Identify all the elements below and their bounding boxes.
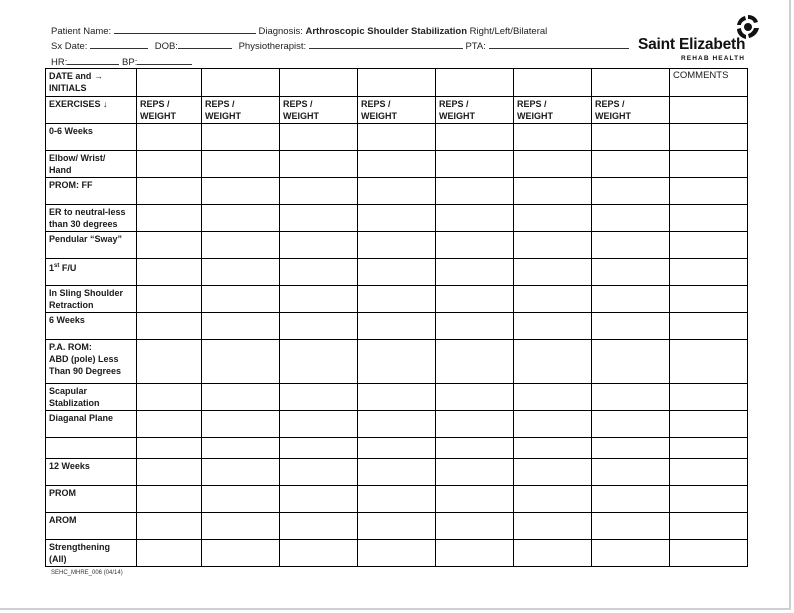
exercise-label-cell <box>46 340 137 384</box>
reps-weight-cell[interactable] <box>202 232 280 259</box>
comments-cell[interactable] <box>670 438 748 459</box>
reps-weight-cell[interactable] <box>202 384 280 411</box>
reps-weight-cell[interactable] <box>592 486 670 513</box>
exercise-row <box>46 384 748 411</box>
exercise-row <box>46 232 748 259</box>
exercise-row <box>46 151 748 178</box>
reps-weight-cell[interactable] <box>514 340 592 384</box>
exercise-row <box>46 340 748 384</box>
reps-weight-cell[interactable] <box>436 151 514 178</box>
reps-weight-cell[interactable] <box>592 411 670 438</box>
weight-label: WEIGHT <box>283 111 319 121</box>
reps-weight-cell[interactable] <box>280 459 358 486</box>
reps-weight-cell[interactable] <box>202 411 280 438</box>
reps-weight-cell[interactable] <box>514 540 592 567</box>
reps-weight-cell[interactable] <box>202 124 280 151</box>
date-cell[interactable] <box>592 69 670 97</box>
comments-cell[interactable] <box>670 124 748 151</box>
reps-weight-cell[interactable] <box>280 286 358 313</box>
reps-weight-cell[interactable] <box>202 438 280 459</box>
reps-weight-cell[interactable] <box>358 411 436 438</box>
reps-weight-header <box>137 97 202 124</box>
reps-weight-cell[interactable] <box>436 313 514 340</box>
reps-weight-cell[interactable] <box>280 411 358 438</box>
physiotherapist-field[interactable] <box>309 39 463 49</box>
reps-weight-cell[interactable] <box>436 438 514 459</box>
exercises-header <box>46 97 137 124</box>
reps-weight-cell[interactable] <box>436 232 514 259</box>
reps-weight-cell[interactable] <box>358 540 436 567</box>
pta-field[interactable] <box>489 39 629 49</box>
exercise-label-line: Retraction <box>49 300 94 310</box>
exercise-row <box>46 513 748 540</box>
exercise-row <box>46 178 748 205</box>
reps-weight-cell[interactable] <box>358 340 436 384</box>
exercise-label-line: PROM: FF <box>49 180 93 190</box>
reps-weight-cell[interactable] <box>280 340 358 384</box>
reps-weight-cell[interactable] <box>358 384 436 411</box>
weight-label: WEIGHT <box>517 111 553 121</box>
patient-name-field[interactable] <box>114 24 256 34</box>
comments-cell[interactable] <box>670 340 748 384</box>
exercises-header-row <box>46 97 748 124</box>
logo-subtitle: REHAB HEALTH <box>681 55 745 62</box>
reps-weight-cell[interactable] <box>514 459 592 486</box>
reps-weight-cell[interactable] <box>202 205 280 232</box>
reps-weight-cell[interactable] <box>436 459 514 486</box>
exercise-row <box>46 124 748 151</box>
weight-label: WEIGHT <box>361 111 397 121</box>
reps-weight-cell[interactable] <box>592 178 670 205</box>
reps-weight-cell[interactable] <box>137 513 202 540</box>
comments-cell[interactable] <box>670 313 748 340</box>
reps-weight-cell[interactable] <box>280 438 358 459</box>
header-line-1 <box>51 24 547 37</box>
exercise-row <box>46 411 748 438</box>
header-line-2 <box>51 39 629 52</box>
reps-weight-cell[interactable] <box>514 486 592 513</box>
exercise-label-line: Strengthening <box>49 542 110 552</box>
reps-weight-cell[interactable] <box>514 384 592 411</box>
reps-weight-cell[interactable] <box>137 259 202 286</box>
reps-weight-cell[interactable] <box>137 232 202 259</box>
reps-weight-header <box>436 97 514 124</box>
reps-weight-cell[interactable] <box>280 486 358 513</box>
diagnosis-label: Diagnosis: <box>258 26 303 37</box>
reps-weight-cell[interactable] <box>137 459 202 486</box>
reps-weight-cell[interactable] <box>436 286 514 313</box>
exercise-row <box>46 438 748 459</box>
comments-cell[interactable] <box>670 384 748 411</box>
reps-weight-cell[interactable] <box>202 513 280 540</box>
pta-label: PTA: <box>465 41 486 52</box>
comments-cell[interactable] <box>670 286 748 313</box>
reps-weight-header <box>514 97 592 124</box>
reps-weight-cell[interactable] <box>137 313 202 340</box>
side-options[interactable]: Right/Left/Bilateral <box>469 26 548 37</box>
reps-weight-cell[interactable] <box>202 486 280 513</box>
exercise-label-line: PROM <box>49 488 76 498</box>
reps-weight-cell[interactable] <box>514 232 592 259</box>
exercise-label-cell <box>46 459 137 486</box>
reps-weight-cell[interactable] <box>137 124 202 151</box>
comments-cell[interactable] <box>670 540 748 567</box>
reps-weight-cell[interactable] <box>436 178 514 205</box>
reps-weight-cell[interactable] <box>358 178 436 205</box>
exercise-label-line: 12 Weeks <box>49 461 90 471</box>
exercise-label-cell <box>46 486 137 513</box>
exercise-label-cell <box>46 384 137 411</box>
date-initials-header <box>46 69 137 97</box>
comments-cell[interactable] <box>670 205 748 232</box>
exercise-label-line: Than 90 Degrees <box>49 366 122 376</box>
reps-weight-cell[interactable] <box>592 124 670 151</box>
reps-weight-cell[interactable] <box>358 313 436 340</box>
reps-weight-cell[interactable] <box>592 384 670 411</box>
date-cell[interactable] <box>202 69 280 97</box>
comments-cell[interactable] <box>670 513 748 540</box>
exercise-label-cell <box>46 411 137 438</box>
exercise-label-line: 0-6 Weeks <box>49 126 93 136</box>
header-line-3 <box>51 55 192 68</box>
exercise-label-cell <box>46 540 137 567</box>
exercise-label-line: In Sling Shoulder <box>49 288 123 298</box>
reps-weight-cell[interactable] <box>202 259 280 286</box>
reps-weight-cell[interactable] <box>436 513 514 540</box>
exercise-label-cell <box>46 286 137 313</box>
reps-label: REPS / <box>439 99 469 109</box>
reps-weight-cell[interactable] <box>592 540 670 567</box>
reps-weight-cell[interactable] <box>202 178 280 205</box>
reps-weight-cell[interactable] <box>436 384 514 411</box>
reps-weight-cell[interactable] <box>514 411 592 438</box>
exercise-table <box>45 68 748 567</box>
exercise-label-line: (All) <box>49 554 67 564</box>
comments-cell[interactable] <box>670 178 748 205</box>
comments-cell[interactable] <box>670 486 748 513</box>
dob-label: DOB: <box>154 41 178 52</box>
exercise-row <box>46 313 748 340</box>
date-cell[interactable] <box>436 69 514 97</box>
weight-label: WEIGHT <box>140 111 176 121</box>
reps-weight-header <box>358 97 436 124</box>
reps-label: REPS / <box>283 99 313 109</box>
reps-label: REPS / <box>595 99 625 109</box>
exercise-label-line: Diaganal Plane <box>49 413 114 423</box>
reps-weight-cell[interactable] <box>137 540 202 567</box>
reps-weight-cell[interactable] <box>436 486 514 513</box>
reps-weight-cell[interactable] <box>358 205 436 232</box>
exercise-label-line: 6 Weeks <box>49 315 85 325</box>
date-header-label: DATE and → <box>49 71 103 81</box>
exercise-row <box>46 486 748 513</box>
reps-weight-cell[interactable] <box>436 340 514 384</box>
reps-weight-cell[interactable] <box>280 178 358 205</box>
reps-weight-cell[interactable] <box>514 205 592 232</box>
reps-weight-cell[interactable] <box>137 438 202 459</box>
reps-label: REPS / <box>140 99 170 109</box>
reps-weight-cell[interactable] <box>592 513 670 540</box>
weight-label: WEIGHT <box>205 111 241 121</box>
reps-weight-cell[interactable] <box>514 259 592 286</box>
reps-weight-cell[interactable] <box>280 540 358 567</box>
reps-weight-cell[interactable] <box>202 286 280 313</box>
exercise-label-cell <box>46 232 137 259</box>
reps-weight-cell[interactable] <box>592 340 670 384</box>
reps-weight-cell[interactable] <box>358 232 436 259</box>
date-cell[interactable] <box>280 69 358 97</box>
exercise-label-line: Stablization <box>49 398 100 408</box>
reps-weight-cell[interactable] <box>202 151 280 178</box>
exercise-label-line: than 30 degrees <box>49 219 118 229</box>
exercise-label-line: ABD (pole) Less <box>49 354 119 364</box>
reps-weight-cell[interactable] <box>514 513 592 540</box>
exercise-label-cell <box>46 205 137 232</box>
reps-weight-cell[interactable] <box>137 486 202 513</box>
reps-weight-header <box>280 97 358 124</box>
diagnosis-value: Arthroscopic Shoulder Stabilization <box>305 26 467 37</box>
sx-date-field[interactable] <box>90 39 148 49</box>
reps-weight-cell[interactable] <box>436 259 514 286</box>
reps-weight-cell[interactable] <box>137 151 202 178</box>
patient-name-label: Patient Name: <box>51 26 112 37</box>
reps-weight-cell[interactable] <box>358 438 436 459</box>
reps-weight-cell[interactable] <box>137 178 202 205</box>
reps-weight-cell[interactable] <box>202 340 280 384</box>
exercise-label-cell <box>46 178 137 205</box>
reps-weight-header <box>592 97 670 124</box>
reps-weight-cell[interactable] <box>436 540 514 567</box>
reps-label: REPS / <box>517 99 547 109</box>
reps-weight-cell[interactable] <box>592 259 670 286</box>
date-cell[interactable] <box>358 69 436 97</box>
weight-label: WEIGHT <box>439 111 475 121</box>
exercise-label-line: P.A. ROM: <box>49 342 92 352</box>
reps-label: REPS / <box>205 99 235 109</box>
form-code: SEHC_MHRE_006 (04/14) <box>51 570 123 576</box>
comments-header-label: COMMENTS <box>673 70 729 81</box>
exercise-label-cell <box>46 259 137 286</box>
exercise-label-cell <box>46 124 137 151</box>
exercise-label-line: ER to neutral-less <box>49 207 126 217</box>
hr-field[interactable] <box>67 55 119 65</box>
comments-header <box>670 69 748 97</box>
reps-weight-cell[interactable] <box>592 459 670 486</box>
exercise-label-line: 1st F/U <box>49 263 77 273</box>
reps-weight-cell[interactable] <box>436 124 514 151</box>
hr-label: HR: <box>51 57 68 68</box>
reps-weight-cell[interactable] <box>280 513 358 540</box>
reps-weight-cell[interactable] <box>358 486 436 513</box>
reps-weight-cell[interactable] <box>358 151 436 178</box>
exercise-label-line: Elbow/ Wrist/ <box>49 153 106 163</box>
reps-weight-cell[interactable] <box>514 178 592 205</box>
reps-weight-cell[interactable] <box>514 438 592 459</box>
reps-weight-cell[interactable] <box>280 232 358 259</box>
reps-weight-cell[interactable] <box>137 205 202 232</box>
reps-weight-cell[interactable] <box>358 513 436 540</box>
reps-weight-cell[interactable] <box>436 411 514 438</box>
reps-weight-cell[interactable] <box>280 384 358 411</box>
exercise-row <box>46 286 748 313</box>
exercise-row <box>46 205 748 232</box>
weight-label: WEIGHT <box>595 111 631 121</box>
comments-cell[interactable] <box>670 151 748 178</box>
bp-field[interactable] <box>137 55 192 65</box>
reps-weight-cell[interactable] <box>202 313 280 340</box>
reps-weight-cell[interactable] <box>280 205 358 232</box>
exercise-label-cell <box>46 151 137 178</box>
reps-weight-cell[interactable] <box>202 459 280 486</box>
saint-elizabeth-logo <box>638 14 763 66</box>
comments-cell[interactable] <box>670 232 748 259</box>
reps-weight-cell[interactable] <box>280 151 358 178</box>
date-cell[interactable] <box>514 69 592 97</box>
reps-weight-cell[interactable] <box>592 313 670 340</box>
reps-weight-cell[interactable] <box>514 124 592 151</box>
exercise-label-line: AROM <box>49 515 77 525</box>
reps-weight-cell[interactable] <box>592 205 670 232</box>
exercise-row <box>46 259 748 286</box>
reps-weight-cell[interactable] <box>592 232 670 259</box>
reps-weight-cell[interactable] <box>358 259 436 286</box>
logo-wordmark: Saint Elizabeth <box>638 36 746 53</box>
reps-weight-cell[interactable] <box>514 286 592 313</box>
exercise-label-cell <box>46 313 137 340</box>
reps-weight-cell[interactable] <box>358 124 436 151</box>
reps-weight-cell[interactable] <box>280 124 358 151</box>
exercise-label-cell <box>46 438 137 459</box>
reps-weight-cell[interactable] <box>514 313 592 340</box>
reps-weight-cell[interactable] <box>514 151 592 178</box>
reps-weight-cell[interactable] <box>137 384 202 411</box>
reps-weight-cell[interactable] <box>592 151 670 178</box>
exercise-label-cell <box>46 513 137 540</box>
comments-cell[interactable] <box>670 411 748 438</box>
reps-weight-cell[interactable] <box>137 286 202 313</box>
reps-weight-header <box>202 97 280 124</box>
bp-label: BP: <box>122 57 138 68</box>
reps-weight-cell[interactable] <box>436 205 514 232</box>
comments-cell[interactable] <box>670 459 748 486</box>
exercise-label-line: Hand <box>49 165 72 175</box>
reps-weight-cell[interactable] <box>280 313 358 340</box>
exercise-row <box>46 540 748 567</box>
reps-weight-cell[interactable] <box>137 411 202 438</box>
date-cell[interactable] <box>137 69 202 97</box>
reps-weight-cell[interactable] <box>592 438 670 459</box>
initials-header-label: INITIALS <box>49 83 87 93</box>
exercises-header-label: EXERCISES ↓ <box>49 99 108 109</box>
comments-cell[interactable] <box>670 259 748 286</box>
reps-weight-cell[interactable] <box>358 459 436 486</box>
exercise-row <box>46 459 748 486</box>
dob-field[interactable] <box>178 39 232 49</box>
exercise-label-line: Pendular “Sway” <box>49 234 123 244</box>
reps-weight-cell[interactable] <box>592 286 670 313</box>
physiotherapist-label: Physiotherapist: <box>238 41 307 52</box>
comments-cell[interactable] <box>670 97 748 124</box>
reps-weight-cell[interactable] <box>137 340 202 384</box>
date-initials-row <box>46 69 748 97</box>
reps-weight-cell[interactable] <box>358 286 436 313</box>
reps-label: REPS / <box>361 99 391 109</box>
reps-weight-cell[interactable] <box>202 540 280 567</box>
sx-date-label: Sx Date: <box>51 41 88 52</box>
reps-weight-cell[interactable] <box>280 259 358 286</box>
exercise-label-line: Scapular <box>49 386 88 396</box>
